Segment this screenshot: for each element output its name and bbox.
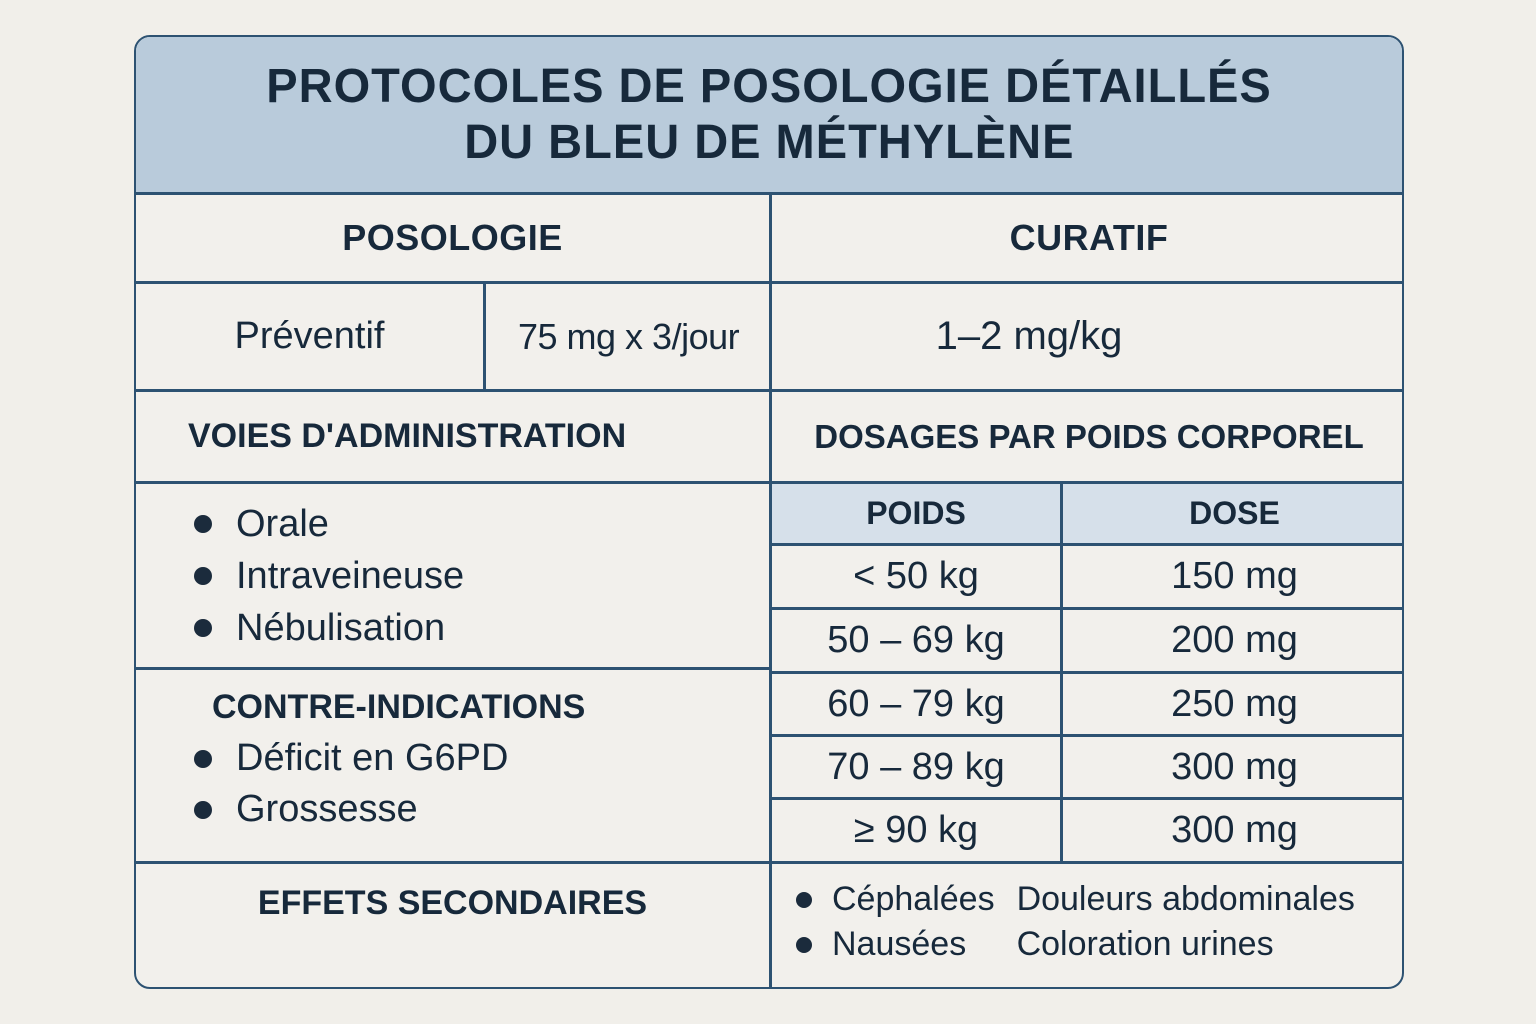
bullet-icon xyxy=(194,515,212,533)
page-title-line-1: PROTOCOLES DE POSOLOGIE DÉTAILLÉS xyxy=(266,59,1272,113)
table-cell-dose: 250 mg xyxy=(1060,671,1404,734)
effets-header-cell xyxy=(136,861,769,989)
bullet-icon xyxy=(194,567,212,585)
preventif-label-cell xyxy=(136,281,483,389)
effet-item: Nausées xyxy=(796,925,995,964)
effets-list-cell xyxy=(769,861,1404,989)
table-cell-poids: 50 – 69 kg xyxy=(769,607,1060,671)
poids-column-header-cell xyxy=(769,481,1060,543)
dosages-header-cell xyxy=(769,389,1404,481)
effet-item: Céphalées xyxy=(796,880,995,919)
contre-indications-header: CONTRE-INDICATIONS xyxy=(212,688,586,726)
page-title-line-2: DU BLEU DE MÉTHYLÈNE xyxy=(463,115,1075,169)
bullet-icon xyxy=(194,619,212,637)
effet-item: Coloration urines xyxy=(1016,925,1274,963)
title-banner xyxy=(136,37,1402,195)
voies-item: Nébulisation xyxy=(194,602,464,654)
voies-item: Orale xyxy=(194,498,464,550)
bullet-icon xyxy=(796,937,812,953)
dose-column-header: DOSE xyxy=(1189,495,1280,531)
preventif-value-cell xyxy=(483,281,769,389)
voies-item: Intraveineuse xyxy=(194,550,464,602)
bullet-icon xyxy=(796,892,812,908)
dose-column-header-cell xyxy=(1060,481,1404,543)
curatif-value: 1–2 mg/kg xyxy=(935,314,1123,358)
curatif-header-cell xyxy=(769,195,1404,281)
contre-indications-cell xyxy=(136,667,769,861)
preventif-value: 75 mg x 3/jour xyxy=(518,315,740,357)
table-cell-poids: 60 – 79 kg xyxy=(769,671,1060,734)
table-cell-dose: 300 mg xyxy=(1060,797,1404,861)
table-cell-poids: < 50 kg xyxy=(769,543,1060,607)
contre-indication-item: Déficit en G6PD xyxy=(194,733,508,784)
effets-header: EFFETS SECONDAIRES xyxy=(257,884,648,922)
bullet-icon xyxy=(194,801,212,819)
preventif-label: Préventif xyxy=(234,315,385,357)
voies-header-cell xyxy=(136,389,769,481)
effets-list xyxy=(796,880,1355,964)
table-cell-poids: ≥ 90 kg xyxy=(769,797,1060,861)
dosage-protocol-card xyxy=(134,35,1404,989)
effet-item: Douleurs abdominales xyxy=(1016,880,1355,918)
voies-header: VOIES D'ADMINISTRATION xyxy=(188,417,627,455)
voies-list-cell xyxy=(136,481,769,667)
table-cell-poids: 70 – 89 kg xyxy=(769,734,1060,797)
posologie-header-cell xyxy=(136,195,769,281)
bullet-icon xyxy=(194,750,212,768)
dosages-header: DOSAGES PAR POIDS CORPOREL xyxy=(814,417,1364,455)
contre-indications-list xyxy=(194,733,508,835)
curatif-value-cell xyxy=(769,281,1404,389)
curatif-header: CURATIF xyxy=(1009,217,1169,258)
poids-column-header: POIDS xyxy=(866,495,966,531)
table-cell-dose: 150 mg xyxy=(1060,543,1404,607)
contre-indication-item: Grossesse xyxy=(194,784,508,835)
table-cell-dose: 200 mg xyxy=(1060,607,1404,671)
voies-list xyxy=(194,498,464,654)
posologie-header: POSOLOGIE xyxy=(342,217,563,258)
table-cell-dose: 300 mg xyxy=(1060,734,1404,797)
